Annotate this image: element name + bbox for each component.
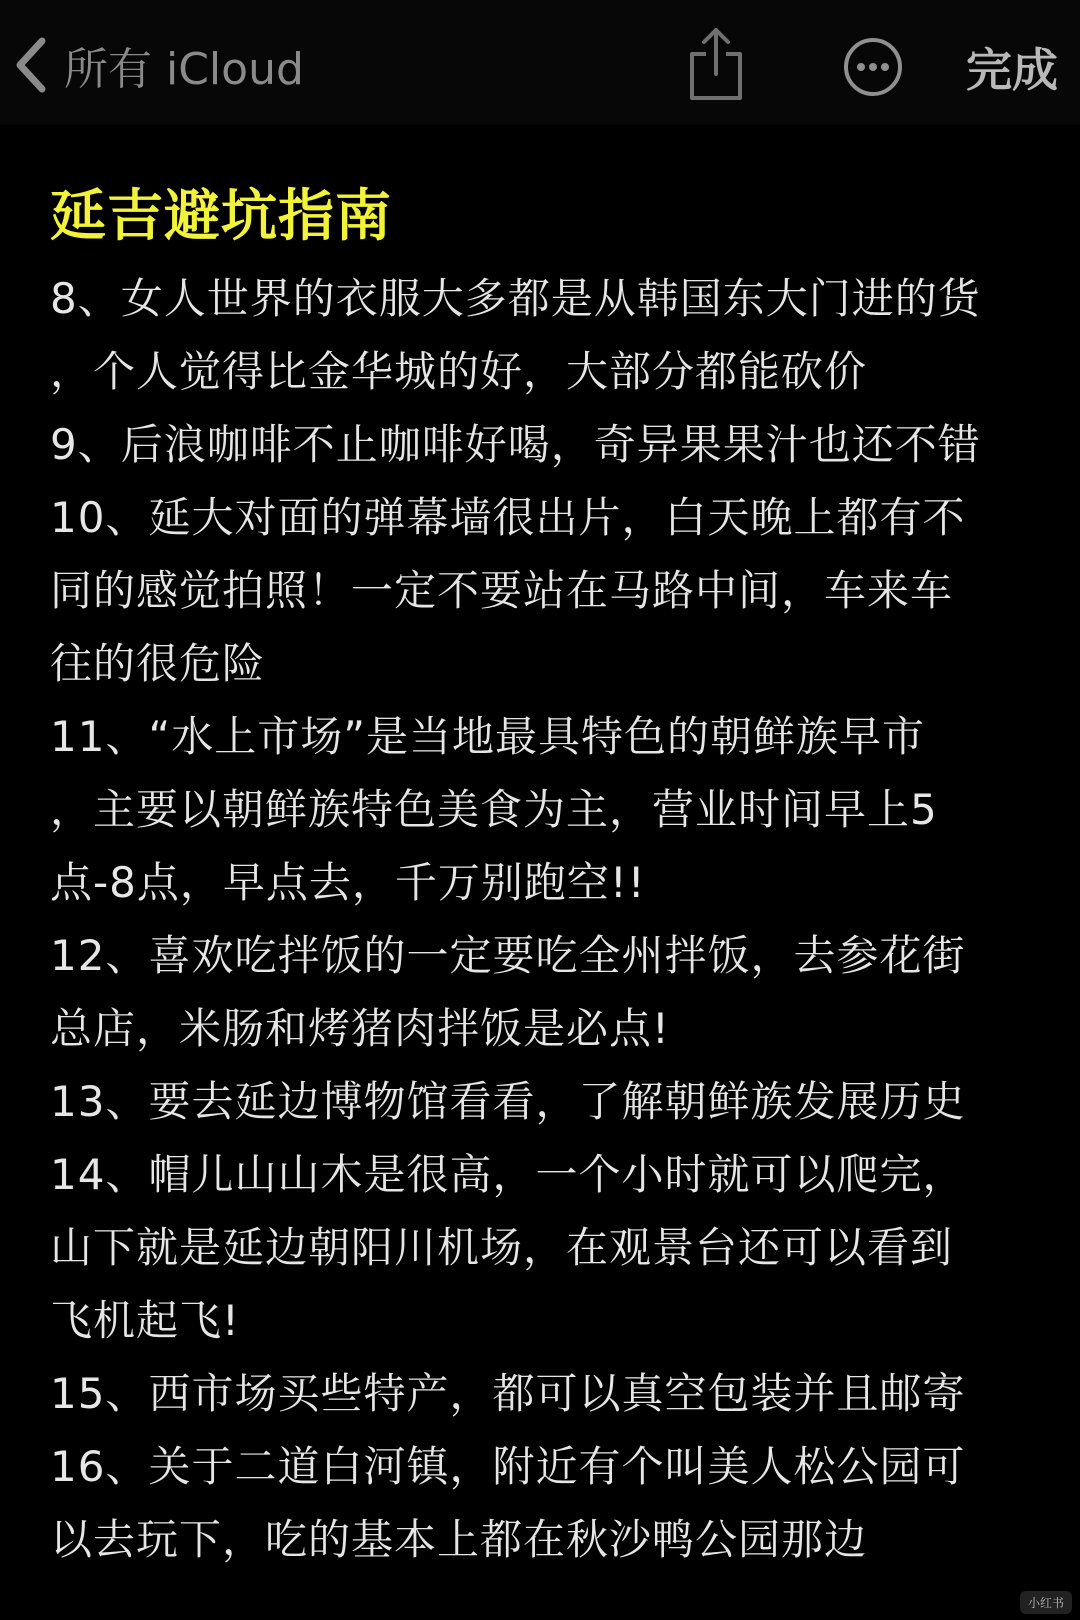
- share-icon: [688, 26, 744, 102]
- note-body[interactable]: [50, 262, 1040, 1576]
- chevron-left-icon: [14, 35, 48, 95]
- note-line: 16、关于二道白河镇，附近有个叫美人松公园可: [50, 1442, 966, 1491]
- note-line: 13、要去延边博物馆看看，了解朝鲜族发展历史: [50, 1077, 966, 1126]
- note-line: 往的很危险: [50, 639, 266, 688]
- navigation-bar: [0, 0, 1080, 125]
- more-icon: [842, 36, 904, 98]
- more-options-button[interactable]: [842, 36, 904, 98]
- watermark: 小红书: [1020, 1591, 1072, 1614]
- note-line: 9、后浪咖啡不止咖啡好喝，奇异果果汁也还不错: [50, 420, 981, 469]
- note-line: 点-8点，早点去，千万别跑空!!: [50, 858, 646, 907]
- note-line: 总店，米肠和烤猪肉拌饭是必点!: [50, 1004, 670, 1053]
- note-line: 10、延大对面的弹幕墙很出片，白天晚上都有不: [50, 493, 966, 542]
- note-line: 8、女人世界的衣服大多都是从韩国东大门进的货: [50, 274, 981, 323]
- note-line: 11、“水上市场”是当地最具特色的朝鲜族早市: [50, 712, 925, 761]
- note-line: 14、帽儿山山木是很高，一个小时就可以爬完，: [50, 1150, 966, 1199]
- note-line: 飞机起飞!: [50, 1296, 240, 1345]
- note-line: 15、西市场买些特产，都可以真空包装并且邮寄: [50, 1369, 966, 1418]
- note-line: 同的感觉拍照！一定不要站在马路中间，车来车: [50, 566, 954, 615]
- note-line: ，主要以朝鲜族特色美食为主，营业时间早上5: [50, 785, 938, 834]
- note-line: 以去玩下，吃的基本上都在秋沙鸭公园那边: [50, 1515, 868, 1564]
- note-title[interactable]: 延吉避坑指南: [50, 184, 392, 249]
- back-button[interactable]: [14, 30, 304, 100]
- note-line: 12、喜欢吃拌饭的一定要吃全州拌饭，去参花街: [50, 931, 966, 980]
- done-button[interactable]: 完成: [966, 43, 1058, 97]
- note-line: ，个人觉得比金华城的好，大部分都能砍价: [50, 347, 868, 396]
- note-line: 山下就是延边朝阳川机场，在观景台还可以看到: [50, 1223, 954, 1272]
- back-label: 所有 iCloud: [64, 44, 304, 95]
- share-button[interactable]: [688, 26, 744, 102]
